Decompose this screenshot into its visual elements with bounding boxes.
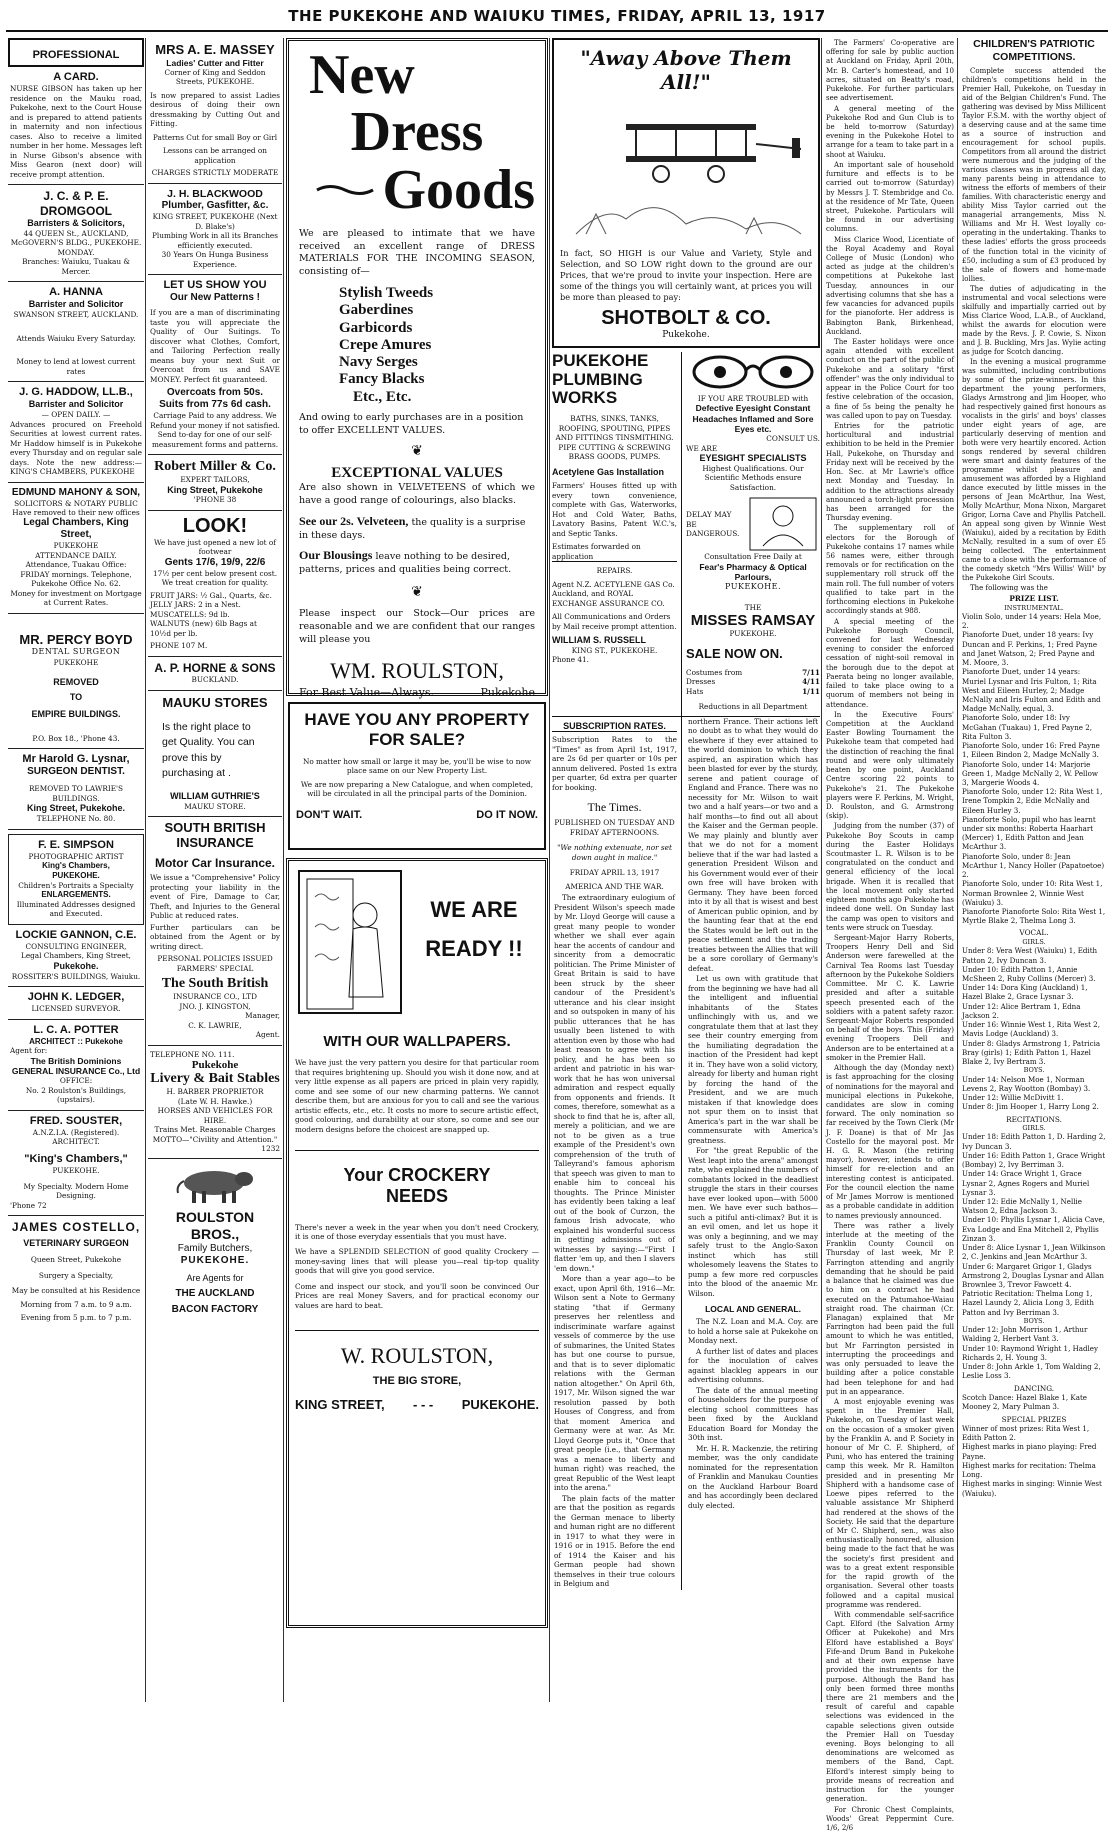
mauku-ad: MAUKU STORES Is the right place to get Quality. You can prove this by purchasing at . WILLIAM GUTHRIE'S MAUKU STORE. <box>148 691 282 818</box>
prize-entry: Under 8: Vera West (Waiuku) 1, Edith Patton 2, Ivy Duncan 3. <box>962 946 1098 965</box>
prize-entry: Highest marks in piano playing: Fred Payne. <box>962 1442 1097 1461</box>
fear-pharmacy-ad: IF YOU ARE TROUBLED with Defective Eyesight Constant Headaches Inflamed and Sore Eyes etc. CONSULT US. WE ARE EYESIGHT SPECIALISTS Highest Qualifications. Our Scientific Methods ensure Satisfaction. DELAY MAY BE DANGEROUS. Consultation Free Daily at Fear's Pharmacy & Optical Parlours, PUKEKOHE. THE MISSES RAMSAY PUKEKOHE. SALE NOW ON. Costumes from 7/11 Dresses 4/11 Hats 1/11 Reductions in all Department <box>682 352 820 716</box>
souster-ad: FRED. SOUSTER, A.N.Z.I.A. (Registered). ARCHITECT. "King's Chambers," PUKEKOHE. My Specialty. Modern Home Designing. 'Phone 72 <box>8 1111 144 1216</box>
patterns-ad: LET US SHOW YOU Our New Patterns ! If you are a man of discriminating taste you will appreciate the Quality of Our Suitings. To discover what Clothes, Comfort, and Tailoring Perfection really means buy your next Suit or Overcoat from us and SAVE MONEY. Perfect fit guaranteed. Overcoats from 50s. Suits from 77s 6d cash. Carriage Paid to any address. We Refund your money if not satisfied. Send to-day for one of our self-measurement forms and patterns. <box>148 275 282 455</box>
boyd-ad: MR. PERCY BOYD DENTAL SURGEON PUKEKOHE REMOVED TO EMPIRE BUILDINGS. P.O. Box 18., 'Phone 43. <box>8 614 144 749</box>
ads-column-2 <box>148 38 282 1702</box>
costello-ad: JAMES COSTELLO, VETERINARY SURGEON Queen Street, Pukekohe Surgery a Specialty, May be consulted at his Residence Morning from 7 a.m. to 9 a.m. Evening from 5 p.m. to 7 p.m. <box>11 1220 141 1323</box>
prize-entry: Under 14: Nelson Moe 1, Norman Levens 2, Ray Wootton (Bombay) 3. <box>962 1074 1091 1093</box>
shotbolt-ad: "Away Above Them All!" In fact, SO HIGH is our Value and Variety, Style and Selection, and SO LOW right down to the ground are our Prices, that we're proud to invite your inspection. Here are some of the things you will certainly want, at prices you will be more than pleased to pay: SHOTBOLT & CO. Pukekohe. <box>552 38 820 348</box>
aeroplane-illustration <box>566 94 806 244</box>
prize-entry: Scotch Dance: Hazel Blake 1, Kate Mooney 2, Mary Pulman 3. <box>962 1393 1087 1412</box>
fabric-list <box>339 285 535 406</box>
spectacles-icon <box>688 352 818 390</box>
professional-column <box>8 38 144 1702</box>
fleuron-icon: ❦ <box>411 583 423 600</box>
masthead-title: THE PUKEKOHE AND WAIUKU TIMES, FRIDAY, APRIL 13, 1917 <box>288 7 826 25</box>
south-british-ad: SOUTH BRITISH INSURANCE Motor Car Insurance. We issue a "Comprehensive" Policy protecting your liability in the event of Fire, Damage to Car, Theft, and Injuries to the General Public at reduced rates. Further particulars can be obtained from the Agent or by writing direct. PERSONAL POLICIES ISSUED FARMERS' SPECIAL The South British INSURANCE CO., LTD JNO. J. KINGSTON, Manager, C. K. LAWRIE, Agent. <box>148 817 282 1045</box>
prize-entry: Pianoforte Solo, under 18: Ivy McGahan (Tuakau) 1, Fred Payne 2, Rita Fulton 3. <box>962 713 1092 741</box>
prize-entry: Under 12: Willie McDivitt 1. <box>962 1093 1064 1103</box>
plumbing-ad: PUKEKOHE PLUMBING WORKS BATHS, SINKS, TANKS, ROOFING, SPOUTING, PIPES AND FITTINGS TINSMITHING. PIPE CUTTING & SCREWING BRASS GOODS, PUMPS. Acetylene Gas Installation Farmers' Houses fitted up with every town convenience, complete with Gas, Waterworks, Hot and Cold Water, Baths, Lavatory Basins, Patent W.C.'s, and Septic Tanks. Estimates forwarded on application REPAIRS. Agent N.Z. ACETYLENE GAS Co. Auckland, and ROYAL EXCHANGE ASSURANCE CO. All Communications and Orders by Mail receive prompt attention. WILLIAM S. RUSSELL KING ST., PUKEKOHE. Phone 41. <box>552 352 682 716</box>
special-prizes <box>960 1424 1108 1498</box>
prize-entry: Under 10: Phyllis Lysnar 1, Alicia Cave, Eva Lodge and Ena Mitchell 2, Phyllis Zinzan 3. <box>962 1215 1105 1243</box>
times-editorial: SUBSCRIPTION RATES. Subscription Rates to the "Times" as from April 1st, 1917, are 2s 6d per quarter or 10s per annum delivered. Posted 1s extra per quarter, 6d extra per quarter for booking. The Times. PUBLISHED ON TUESDAY AND FRIDAY AFTERNOONS. "We nothing extenuate, nor set down aught in malice." FRIDAY APRIL 13, 1917 AMERICA AND THE WAR. The extraordinary eulogium of President Wilson's speech made by Mr. Lloyd George will cause a great many people to wonder whether we shall ever again hear the accents of candour and sincerity from a democratic politician. The Prime Minister of Great Britain is said to have been struck by the sheer candour of the President's utterance and his clear insight and so outspoken in many of his public utterances that he has usually been listened to with attention even by those who had least reason to agree with his policy, and he has been so ardent and patriotic in his war-work that he has won universal admiration and respect equally from opponents and friends. It comes, therefore, somewhat as a shock to find that he is, after all, merely a politician, and we are not to be given as a true example of the President's own comprehension of the truth of Talleyrand's famous aphorism that speech was given to man to enable him to conceal his thoughts. The Prince Minister has evidently been taking a leaf out of the book of Curzon, the famous Irish advocate, who explained his wonderful success in getting admissions out of witnesses by saying:—"First I flatter 'em up, and then I slavers 'em down." More than a year ago—to be exact, upon April 6th, 1916—Mr. Wilson sent a Note to Germany stating "that if Germany preserves her relentless and indiscriminate warfare against vessels of commerce by the use of submarines, the United States has but one course to pursue, and that is to sever diplomatic relations with the German nation altogether." On April 6th, 1917, Mr. Wilson signed the war resolution passed by both Houses of Congress, and from that moment America and Germany were at war. As Mr. Lloyd George puts it, "Once that great people (i.e., that Germany was a menace to liberty and human right) was reached, the great Republic of the West leapt into the arena." The plain facts of the matter are that the position as regards the German menace to liberty and human right are no different in 1917 to what they were in 1916 or in 1915. Before the end of 1914 the Kaiser and his German people had shown themselves in their true colours in Belgium and <box>552 717 682 1590</box>
instrumental-prizes <box>960 612 1108 925</box>
ledger-ad: JOHN K. LEDGER, LICENSED SURVEYOR. <box>8 987 144 1020</box>
lockie-ad: LOCKIE GANNON, C.E. CONSULTING ENGINEER, Legal Chambers, King Street, Pukekohe. ROSSITER'S BUILDINGS, Waiuku. <box>8 925 144 987</box>
vocal-girls-prizes <box>960 946 1108 1066</box>
prize-entry: Under 14: Grace Wright 1, Grace Lysnar 2, Agnes Rogers and Muriel Lysnar 3. <box>962 1169 1090 1197</box>
column-rule <box>549 38 550 1702</box>
recitation-boys-prizes <box>960 1325 1108 1380</box>
masthead <box>6 2 1108 32</box>
prize-entry: Violin Solo, under 14 years: Hela Moe, 2. <box>962 612 1102 631</box>
prize-entry: Pianoforte Solo, under 16: Fred Payne 1, Eileen Bindon 2, Madge McNally 3. <box>962 741 1100 760</box>
column-rule <box>145 38 146 1702</box>
potter-ad: L. C. A. POTTER ARCHITECT :: Pukekohe Agent for: The British Dominions GENERAL INSURANCE Co., Ltd OFFICE: No. 2 Roulston's Buildings, (upstairs). <box>8 1020 144 1111</box>
fabric-item: Crepe Amures <box>339 336 432 353</box>
dromgool-ad: J. C. & P. E. DROMGOOL Barristers & Solicitors, 44 QUEEN St., AUCKLAND, McGOVERN'S BLDG., PUKEKOHE. MONDAY. Branches: Waiuku, Tuakau & Mercer. <box>8 185 144 282</box>
prize-entry: Under 10: Raymond Wright 1, Hadley Richards 2, H. Young 3. <box>962 1343 1099 1362</box>
fabric-item: Fancy Blacks <box>339 371 425 388</box>
recitation-girls-prizes <box>960 1132 1108 1316</box>
prize-entry: Pianoforte Solo, under 10: Rita West 1, Norman Brownlee 2, Winnie West (Waiuku) 3. <box>962 879 1103 907</box>
column-rule <box>821 38 822 1702</box>
girl-at-door-illustration <box>295 867 405 1017</box>
prize-entry: Pianoforte Duet, under 14 years: Muriel Lysnar and Iris Fulton, 1; Rita West and Eileen Hurley, 2; Madge McNally and Iris Fulton and Edith and Madge McNally, equal, 3. <box>962 667 1101 714</box>
column-rule <box>957 38 958 1702</box>
prize-entry: Under 10: Edith Patton 1, Annie McSheen 2, Ruby Collins (Mercer) 3. <box>962 964 1096 984</box>
prize-entry: Under 12: Edie McNally 1, Nellie Watson 2, Edna Jackson 3. <box>962 1196 1082 1216</box>
haddow-ad: J. G. HADDOW, LL.B., Barrister and Solicitor — OPEN DAILY. — Advances procured on Freehold Securities at lowest current rates. Mr Haddow himself is in Pukekohe every Thursday and on regular sale days. Note the new address:— KING'S CHAMBERS, PUKEKOHE <box>8 382 144 482</box>
miller-ad: Robert Miller & Co. EXPERT TAILORS, King Street, Pukekohe 'PHONE 38 <box>148 455 282 511</box>
fabric-item: Navy Serges <box>339 354 418 371</box>
column-rule <box>283 38 284 1702</box>
prize-entry: Under 16: Edith Patton 1, Grace Wright (Bombay) 2, Ivy Berriman 3. <box>962 1150 1106 1170</box>
fleuron-icon: ❦ <box>411 443 423 460</box>
hanna-ad: A. HANNA Barrister and Solicitor SWANSON STREET, AUCKLAND. Attends Waiuku Every Saturday. Money to lend at lowest current rates <box>8 282 144 382</box>
eye-chart-illustration <box>748 496 818 552</box>
look-ad: LOOK! We have just opened a new lot of footwear Gents 17/6, 19/9, 22/6 17½ per cent below present cost. We treat creation for quality. FRUIT JARS: ½ Gal., Quarts, &c. JELLY JARS: 2 in a Nest. MUSCATELLS: 9d lb. WALNUTS (new) 6lb Bags at 10½d per lb. PHONE 107 M. <box>148 511 282 657</box>
dress-goods-ad: New Dress Goods We are pleased to intimate that we have received an excellent range of DRESS MATERIALS FOR THE INCOMING SEASON, consisting of— Stylish Tweeds Gaberdines Garbicords Crepe Amures Navy Serges Fancy Blacks Etc., Etc. And owing to early purchases are in a position to offer EXCELLENT VALUES. ❦ EXCEPTIONAL VALUES Are also shown in VELVETEENS of which we have a good range of colourings, also blacks. See our 2s. Velveteen, the quality is a surprise in these days. Our Blousings leave nothing to be desired, patterns, prices and qualities being correct. ❦ Please inspect our Stock—Our prices are reasonable and we are confident that our ranges will please you WM. ROULSTON, For Best Value—Always. Pukekohe <box>286 38 548 696</box>
blackwood-ad: J. H. BLACKWOOD Plumber, Gasfitter, &c. KING STREET, PUKEKOHE (Next D. Blake's) Plumbing Work in all its Branches efficiently executed. 30 Years On Hunga Business Experience. <box>148 184 282 276</box>
prize-entry: Highest marks in singing: Winnie West (Waiuku). <box>962 1479 1102 1498</box>
prize-entry: Under 8: Jim Hooper 1, Harry Long 2. <box>962 1102 1099 1112</box>
prize-entry: Patriotic Recitation: Thelma Long 1, Hazel Laundy 2, Alicia Long 3, Edith Patton and Ivy Berriman 3. <box>962 1289 1094 1317</box>
prize-entry: Under 18: Edith Patton 1, D. Harding 2, Ivy Duncan 3. <box>962 1132 1106 1151</box>
livery-ad: TELEPHONE NO. 111. Pukekohe Livery & Bait Stables H. BARBER PROPRIETOR (Late W. H. Hawke.) HORSES AND VEHICLES FOR HIRE. Trains Met. Reasonable Charges MOTTO—"Civility and Attention." 1232 <box>148 1046 282 1160</box>
local-news-column: The Farmers' Co-operative are offering for sale by public auction at Auckland on Friday, April 20th, Mr. B. Carter's homestead, and 10 acres, situated on Beatty's road, Pukekohe. For further particulars see advertisement. A general meeting of the Pukekohe Rod and Gun Club is to be held to-morrow (Saturday) evening in the Pukekohe Hotel to arrange for a team to take part in a shoot at Waiuku. An important sale of household furniture and effects is to be carried out to-morrow (Saturday) by Messrs J. T. Stembridge and Co. at the residence of Mr Tate, Queen street, Pukekohe. Particulars will be found in our advertising columns. Miss Clarice Wood, Licentiate of the Royal Academy and Royal College of Music (London) who acted as judge at the children's competitions at Pukekohe last Tuesday, announces in our advertising columns that she has a few vacancies for advanced pupils for the pianoforte. Her address is Babington Bank, Birkenhead, Auckland. The Easter holidays were once again attended with excellent conduct on the part of the public of Pukekohe and a solitary "first offender" was the only individual to appear in the Police Court for too festive celebration of the occasion, a fine of 5s being the penalty he was called upon to pay on Tuesday. Entries for the patriotic horticultural and industrial exhibition to be held in the Premier Hall, Pukekohe, on Thursday and Friday next will be received by the Hon. Sec. at Mr Lawrie's office next Monday and Tuesday. In addition to the attractions already announced a torch-light procession has been arranged for the Thursday evening. The supplementary roll of electors for the Borough of Pukekohe contains 17 names while 56 names were, either through removals or for rectification on the supplementary roll struck off the main roll. The full number of voters qualified to take part in the forthcoming elections in Pukekohe accordingly stands at 988. A special meeting of the Pukekohe Borough Council, convened for last Wednesday evening to consider the enforced cessation of night-soil removal in the borough due to the depot at Paerata being no longer available, failed to take place owing to a quorum of members not being in attendance. In the Executive Fours' Competition at the Auckland Easter Bowling Tournament the Pukekohe team that competed had the distinction of reaching the final round and were only ultimately beaten by one point, Auckland Centre scoring 22 points to Pukekohe's 21. The Pukekohe players were F. Perkins, M. Wright, D. Roulston, and G. Armstrong (skip). Judging from the number (37) of Pukekohe Boy Scouts in camp during the Easter Holidays Scoutmaster L. R. Wilson is to be congratulated on the conduct and general efficiency of the local brigade. When it is recalled that the local movement only started eighteen months ago Pukekohe has indeed done well. On Sunday last the camp was open to visitors and tents were struck on Tuesday. Sergeant-Major Harry Roberts, Troopers Henry Dell and Sid Anderson were farewelled at the Carnival Tea Rooms last Tuesday afternoon by the Pukekohe Soldiers Committee. Mr C. K. Lawrie presided and after a suitable speech presented each of the soldiers with a patent safety razor. Sergeant-Major Roberts responded on behalf of the boys. This (Friday) evening Troopers Dell and Anderson are to be entertained at a smoker in the Premier Hall. Although the day (Monday next) is fast approaching for the closing of nominations for the mayoral and municipal elections in Pukekohe, candidates are slow in coming forward. The only nomination so far received by the Town Clerk (Mr J. F. Doane) is that of Mr Jas Costello for the mayoral post. Mr H. G. R. Mason (the retiring mayor), however, intends to offer himself for re-election and an interesting contest is anticipated. For the council election the name of Mr James Morrow is mentioned as a probable candidate in addition to names previously announced. There was rather a lively interlude at the meeting of the Franklin County Council on Thursday of last week, Mr P. Farrington attending and angrily demanding that he should be paid a balance that he claimed was due to him on a contract he had executed on the Patumahoe-Waiau straight road. The chairman (Cr. Flanagan) explained that Mr Farrington had been paid the full amount to which he was entitled, but Mr Farrington persisted in interrupting the proceedings and was only persuaded to leave the building after a police constable had been telephone for and had put in an appearance. A most enjoyable evening was spent in the Premier Hall, Pukekohe, on Tuesday of last week on the occasion of a smoker given by the Franklin A. and P. Society in honour of Mr C. F. Shipherd, of Puni, who has entered the training camp this week. Mr R. Hamilton presided and in presenting Mr Shipherd with a handsome case of Loewe pipes referred to the valuable assistance Mr Shipherd had rendered at the shows of the Society. He said that the departure of Mr C. Shipherd, sen., was also enthusiastically honoured, allusion being made to the fact that he was the society's first president and was to a great extent responsible for the rapid growth of the organisation. Several other toasts followed and a capital musical programme was rendered. With commendable self-sacrifice Capt. Elford (the Salvation Army Officer at Pukekohe) and Mrs Elford have established a Boys' Fife-and Drum Band in Pukekohe and at their own expense have provided the instruments for the purpose. Although the Band has only been formed three months there are 21 members and the result of careful and capable selections was evidenced in the capable selections given outside the Premier Hall on Tuesday evening. Boys belonging to all denominations are welcomed as members of the Band, Capt. Elford's interest simply being to provide means of recreation and instruction for the younger generation. For Chronic Chest Complaints, Woods' Great Peppermint Cure. 1/6, 2/6 <box>826 38 954 1832</box>
fabric-item: Gaberdines <box>339 302 414 319</box>
prize-entry: Under 12: John Morrison 1, Arthur Walding 2, Herbert Vant 3. <box>962 1325 1088 1344</box>
prize-entry: Under 8: Alice Lysnar 1, Jean Wilkinson 2, C. Jenkins and Jean McArthur 3. <box>962 1243 1106 1262</box>
competitions-column: CHILDREN'S PATRIOTIC COMPETITIONS. Complete success attended the children's competitions held in the Premier Hall, Pukekohe, on Tuesday in aid of the Belgian Children's Fund. The gathering was devised by Miss Millicent Taylor F.S.M. with the worthy object of a deserving cause and at the same time as a source of instruction and encouragement for school pupils. Competitors from all around the district were numerous and the judging of the various classes was in progress all day, many parents being in attendance to witness the efforts of members of their families. With characteristic energy and ability Miss Taylor carried out the managerial arrangements, Miss N. Williams and Mr H. West loyally co-operating in the undertaking. Thanks to these ladies' efforts the gross proceeds of the function total in the vicinity of £50, including a sum of £3 produced by the sale of flowers and home-made lollies. The duties of adjudicating in the instrumental and vocal selections were skilfully and impartially carried out by Miss Clarice Wood, L.A.B., of Auckland, whilst the awards for elocution were made by the Revs. J. P. Cowie, S. Nixon and J. B. Buckling, Mrs Jas. Wylie acting as judge for Scotch dancing. In the evening a musical programme was submitted, including contributions by some of the prize-winners. In this department the young performers, Gladys Armstrong and Jim Hooper, who had respectively gained first honours as vocalists in the girls' and boys' classes under eight years of age, are particularly deserving of mention and both were very heartily encored. Action songs rendered by several children were smart and dainty features of the programme whilst pleasure and amusement was afforded by a Highland dance executed by little misses in the persons of Jean McArthur, Ina West, Molly McArthur, Mona Nixon, Margaret Grigor, Lorna Cave and Phyllis Patchell. An appeal song given by Winnie West (Waiuku), aided by a recitation by Edith McNally, resulted in a sum of over £5 being collected. The entertainment came to a close with the performance of the comedy sketch "Mrs Willis' Will" by the Pukekohe Girl Scouts. The following was the PRIZE LIST. INSTRUMENTAL. Violin Solo, under 14 years: Hela Moe, 2. Pianoforte Duet, under 18 years: Ivy Duncan and F. Perkins, 1; Fred Payne and Janet Watson, 2; Fred Payne and M. Moore, 3. Pianoforte Duet, under 14 years: Muriel Lysnar and Iris Fulton, 1; Rita West and Eileen Hurley, 2; Madge McNally and Iris Fulton and Edith and Madge McNally, equal, 3. Pianoforte Solo, under 18: Ivy McGahan (Tuakau) 1, Fred Payne 2, Rita Fulton 3. Pianoforte Solo, under 16: Fred Payne 1, Eileen Bindon 2, Madge McNally 3. Pianoforte Solo, under 14: Marjorie Green 1, Madge McNally 2, W. Pellow 3, Margerie Woods 4. Pianoforte Solo, under 12: Rita West 1, Irene Tompkin 2, Edie McNally and Eileen Hurley 3. Pianoforte Solo, pupil who has learnt under six months: Roberta Haarhart (Mercer) 1, Edith Patton and Jean McArthur 3. Pianoforte Solo, under 8: Jean McArthur 1, Nancy Holler (Papatoetoe) 2. Pianoforte Solo, under 10: Rita West 1, Norman Brownlee 2, Winnie West (Waiuku) 3. Pianoforte Pianoforte Solo: Rita West 1, Myrtle Blake 2, Thelma Long 3. VOCAL. GIRLS. Under 8: Vera West (Waiuku) 1, Edith Patton 2, Ivy Duncan 3. Under 10: Edith Patton 1, Annie McSheen 2, Ruby Collins (Mercer) 3. Under 14: Dora King (Auckland) 1, Hazel Blake 2, Grace Lysnar 3. Under 12: Alice Bertram 1, Edna Jackson 2. Under 16: Winnie West 1, Rita West 2, Mavis Lodge (Auckland) 3. Under 8: Gladys Armstrong 1, Patricia Bray (girls) 1; Edith Patton 1, Hazel Blake 2, Ivy Bertram 3. BOYS. Under 14: Nelson Moe 1, Norman Levens 2, Ray Wootton (Bombay) 3. Under 12: Willie McDivitt 1. Under 8: Jim Hooper 1, Harry Long 2. RECITATIONS. GIRLS. Under 18: Edith Patton 1, D. Harding 2, Ivy Duncan 3. Under 16: Edith Patton 1, Grace Wright (Bombay) 2, Ivy Berriman 3. Under 14: Grace Wright 1, Grace Lysnar 2, Agnes Rogers and Muriel Lysnar 3. Under 12: Edie McNally 1, Nellie Watson 2, Edna Jackson 3. Under 10: Phyllis Lysnar 1, Alicia Cave, Eva Lodge and Ena Mitchell 2, Phyllis Zinzan 3. Under 8: Alice Lysnar 1, Jean Wilkinson 2, C. Jenkins and Jean McArthur 3. Under 6: Margaret Grigor 1, Gladys Armstrong 2, Douglas Lysnar and Allan Brownlee 3, Trevor Fawcett 4. Patriotic Recitation: Thelma Long 1, Hazel Laundy 2, Alicia Long 3, Edith Patton and Ivy Berriman 3. BOYS. Under 12: John Morrison 1, Arthur Walding 2, Herbert Vant 3. Under 10: Raymond Wright 1, Hadley Richards 2, H. Young 3. Under 8: John Arkle 1, Tom Walding 2, Leslie Loss 3. DANCING. Scotch Dance: Hazel Blake 1, Kate Mooney 2, Mary Pulman 3. SPECIAL PRIZES Winner of most prizes: Rita West 1, Edith Patton 2. Highest marks in piano playing: Fred Payne. Highest marks for recitation: Thelma Long. Highest marks in singing: Winnie West (Waiuku). <box>962 38 1106 1498</box>
roulston-bros-ad: ROULSTON BROS., Family Butchers, PUKEKOHE. Are Agents for THE AUCKLAND BACON FACTORY <box>148 1159 282 1320</box>
prize-entry: Under 12: Alice Bertram 1, Edna Jackson 2. <box>962 1001 1081 1020</box>
horne-ad: A. P. HORNE & SONS BUCKLAND. <box>148 657 282 691</box>
prize-entry: Under 16: Winnie West 1, Rita West 2, Mavis Lodge (Auckland) 3. <box>962 1020 1100 1039</box>
fabric-item: Stylish Tweeds <box>339 285 434 302</box>
column-4 <box>552 38 820 1702</box>
prize-entry: Under 8: Gladys Armstrong 1, Patricia Bray (girls) 1; Edith Patton 1, Hazel Blake 2, Ivy Bertram 3. <box>962 1038 1101 1066</box>
prize-entry: Winner of most prizes: Rita West 1, Edith Patton 2. <box>962 1423 1090 1443</box>
prize-entry: Pianoforte Solo, under 12: Rita West 1, Irene Tompkin 2, Edie McNally and Eileen Hurley 3. <box>962 787 1103 815</box>
roulston-column <box>286 38 548 1702</box>
war-continued: northern France. Their actions left no doubt as to what they would do elsewhere if they ever attained to the world dominion to which they aspired, an aspiration which has been blasted for ever by the sturdy, serene and patient courage of England and France. There was no necessity for Mr. Wilson to wait two and a half years—or two and a half months—to find out all about the Kaiser and the German people. We may plainly and bluntly aver that we do not for a moment believe that if the war had lasted a generation President Wilson and his Government would ever of their own free will have broken with Germany. They have been forced into it by all that is wisest and best of American public opinion, and by the haunting fear that at the end the States would be left out in the peace settlement and the trading treaties between the Allies that will be a sore corollary of Germany's defeat. Let us own with gratitude that from the beginning we have had all the intelligent and influential inhabitants of the States unflinchingly with us, and we congratulate them that at last they see their country emerging from the humiliating degradation the inaction of the President had kept it in. They have won a solid victory, already for liberty and human right by forcing the hand of the President, and we are much mistaken if that knowledge does not spur them on to insist that America's part in the war shall be commensurate with America's greatness. For "the great Republic of the West leapt into the arena" amongst rate, who explained the numbers of combatants locked in the deadliest struggle the stars in their courses have ever looked upon—with 5000 men. We have ever such bathos—such a pitiful anti-climax? But it is an evil omen, and let us hope it was only a beginning, and we may safely trust to the Anglo-Saxon instinct which has still wholesomely leavens the States to pump a few more red corpuscles into the blood of the anaemic Mr. Wilson. LOCAL AND GENERAL. The N.Z. Loan and M.A. Coy. are to hold a horse sale at Pukekohe on Monday next. A further list of dates and places for the inoculation of calves against blackleg appears in our advertising columns. The date of the annual meeting of householders for the purpose of electing school committees has been fixed by the Auckland Education Board for Monday the 30th inst. Mr. H. R. Mackenzie, the retiring member, was the only candidate nominated for the representation of Franklin and Manukau Counties on the Auckland Harbour Board and has accordingly been declared duly elected. <box>688 716 818 1510</box>
massey-ad: MRS A. E. MASSEY Ladies' Cutter and Fitter Corner of King and Seddon Streets, PUKEKOHE. Is now prepared to assist Ladies desirous of doing their own dressmaking by Cutting Out and Fitting. Patterns Cut for small Boy or Girl Lessons can be arranged on application CHARGES STRICTLY MODERATE <box>148 38 282 184</box>
bull-illustration <box>170 1163 260 1205</box>
prize-entry: Under 14: Dora King (Auckland) 1, Hazel Blake 2, Grace Lysnar 3. <box>962 983 1088 1002</box>
vocal-boys-prizes <box>960 1075 1108 1112</box>
mahony-ad: EDMUND MAHONY & SON, SOLICITORS & NOTARY PUBLIC Have removed to their new offices Legal Chambers, King Street, PUKEKOHE ATTENDANCE DAILY. Attendance, Tuakau Office: FRIDAY mornings. Telephone, Pukekohe Office No. 62. Money for investment on Mortgage at Current Rates. <box>8 483 144 614</box>
prize-entry: Under 6: Margaret Grigor 1, Gladys Armstrong 2, Douglas Lysnar and Allan Brownlee 3, Trevor Fawcett 4. <box>962 1261 1104 1289</box>
simpson-ad: F. E. SIMPSON PHOTOGRAPHIC ARTIST King's Chambers, PUKEKOHE. Children's Portraits a Specialty ENLARGEMENTS. Illuminated Addresses designed and Executed. <box>8 834 144 925</box>
prize-entry: Pianoforte Duet, under 18 years: Ivy Duncan and F. Perkins, 1; Fred Payne and Janet Watson, 2; Fred Payne and M. Moore, 3. <box>962 630 1098 668</box>
property-ad: HAVE YOU ANY PROPERTY FOR SALE? No matter how small or large it may be, you'll be wise to now place same on our New Property List. We are now preparing a New Catalogue, and when completed, will be circulated in all the principal parts of the Dominion. DON'T WAIT. DO IT NOW. <box>288 702 546 850</box>
prize-entry: Pianoforte Solo, under 8: Jean McArthur 1, Nancy Holler (Papatoetoe) 2. <box>962 851 1105 880</box>
prize-entry: Under 8: John Arkle 1, Tom Walding 2, Leslie Loss 3. <box>962 1362 1101 1381</box>
prize-entry: Pianoforte Solo, pupil who has learnt under six months: Roberta Haarhart (Mercer) 1, Edith Patton and Jean McArthur 3. <box>962 814 1096 852</box>
ornament-icon <box>315 183 375 197</box>
fabric-item: Garbicords <box>339 319 413 336</box>
fabric-item: Etc., Etc. <box>353 388 412 405</box>
prize-entry: Pianoforte Pianoforte Solo: Rita West 1, Myrtle Blake 2, Thelma Long 3. <box>962 907 1106 926</box>
prize-entry: Pianoforte Solo, under 14: Marjorie Green 1, Madge McNally 2, W. Pellow 3, Margerie Woods 4. <box>962 759 1098 787</box>
card-ad: A CARD. NURSE GIBSON has taken up her residence on the Mauku road, Pukekohe, next to the Court House and is prepared to attend patients in maternity and non infectious cases. Also to receive a limited number in her home. Messages left in Nurse Gibson's absence with Miss Gearon (next door) will receive prompt attention. <box>8 67 144 185</box>
plumbing-optical-row <box>552 352 820 717</box>
professional-header: PROFESSIONAL <box>8 38 144 67</box>
lysnar-ad: Mr Harold G. Lysnar, SURGEON DENTIST. REMOVED TO LAWRIE'S BUILDINGS. King Street, Pukekohe. TELEPHONE No. 80. <box>8 749 144 829</box>
prize-entry: Highest marks for recitation: Thelma Long. <box>962 1460 1096 1480</box>
wallpaper-ad: WE ARE READY !! WITH OUR WALLPAPERS. We have just the very pattern you desire for that particular room that requires brightening up. Should you wish it done now, and at very little expense as all papers are priced in plain very rapidly, come and see some of our new charming patterns. We cannot describe them, but are anxious for you to call and see the various artistic effects, etc., etc. It costs no more to secure artistic effect, good colouring, and durability at our store, so come and see our modern designs before the choicest are snapped up. Your CROCKERY NEEDS There's never a week in the year when you don't need Crockery, it is one of those everyday essentials that you must have. We have a SPLENDID SELECTION of good quality Crockery — money-saving lines that will please you—real tip-top quality goods that will give you good service. Come and inspect our stock, and you'll soon be convinced Our Prices are real Money Savers, and for practical economy our values are hard to beat. W. ROULSTON, THE BIG STORE, KING STREET, - - - PUKEKOHE. <box>286 858 548 1628</box>
